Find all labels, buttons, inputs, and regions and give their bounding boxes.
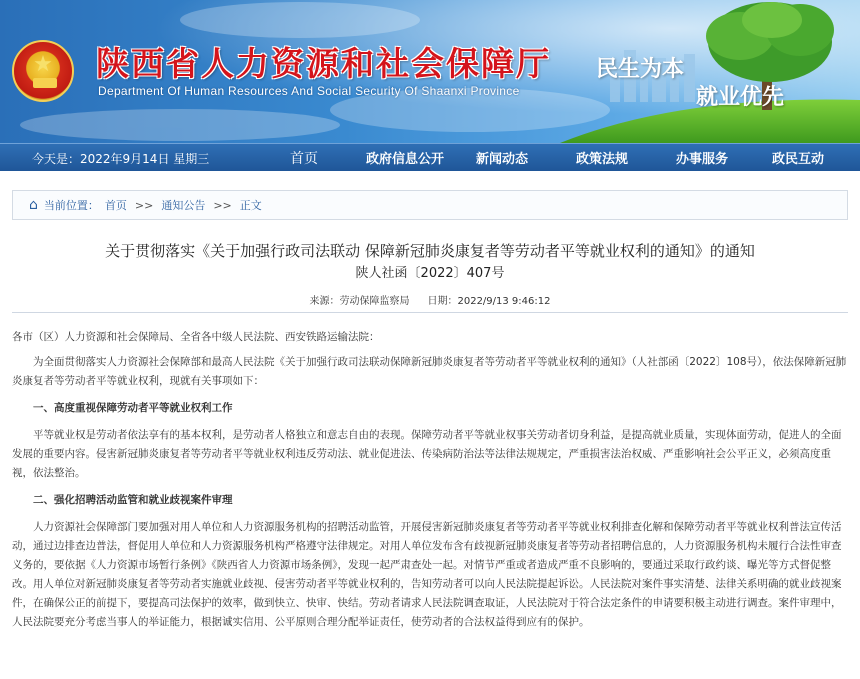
article-date: 日期：2022/9/13 9:46:12 bbox=[427, 296, 551, 307]
breadcrumb-notices[interactable]: 通知公告 bbox=[161, 199, 206, 212]
article-source: 来源：劳动保障监察局 bbox=[309, 296, 410, 307]
section2-heading: 二、强化招聘活动监管和就业歧视案件审理 bbox=[33, 494, 233, 506]
divider bbox=[12, 312, 848, 313]
site-title: 陕西省人力资源和社会保障厅 bbox=[96, 44, 551, 83]
slogan-line1: 民生为本 bbox=[596, 57, 685, 82]
intro-paragraph: 为全面贯彻落实人力资源社会保障部和最高人民法院《关于加强行政司法联动保障新冠肺炎康复者等劳动者平等就业权利的通知》（人社部函〔2022〕108号），依法保障新冠肺炎康复者等劳动者平等就业权利，现就有关事项如下： bbox=[12, 356, 847, 387]
breadcrumb-home[interactable]: 首页 bbox=[104, 199, 127, 212]
nav-services[interactable]: 办事服务 bbox=[676, 152, 729, 167]
nav-policy[interactable]: 政策法规 bbox=[576, 152, 629, 167]
main-nav bbox=[0, 143, 860, 171]
section2-paragraph: 人力资源社会保障部门要加强对用人单位和人力资源服务机构的招聘活动监管，开展侵害新冠肺炎康复者等劳动者平等就业权利排查化解和保障劳动者平等就业权利普法宣传活动，通过边排查边普法，督促用人单位和人力资源服务机构严格遵守法律规定。对用人单位发布含有歧视新冠肺炎康复者等劳动者招聘信息的，人力资源服务机构未履行合法性审查义务的，要依据《人力资源市场暂行条例》《陕西省人力资源市场条例》，发现一起严肃查处一起。对情节严重或者造成严重不良影响的，要通过采取行政约谈、曝光等方式督促整改。用人单位对新冠肺炎康复者等劳动者实施就业歧视、侵害劳动者平等就业权利的，告知劳动者可以向人民法院提起诉讼。人民法院对案件事实清楚、法律关系明确的就业歧视案件，在确保公正的前提下，要提高司法保护的效率，做到快立、快审、快结。劳动者请求人民法院调查取证，人民法院对于符合法定条件的申请要积极主动进行调查。案件审理中，人民法院要充分考虑当事人的举证能力，根据诚实信用、公平原则合理分配举证责任，使劳动者的合法权益得到应有的保护。 bbox=[12, 521, 842, 628]
section1-paragraph: 平等就业权是劳动者依法享有的基本权利，是劳动者人格独立和意志自由的表现。保障劳动者平等就业权事关劳动者切身利益，是提高就业质量，实现体面劳动，促进人的全面发展的重要内容。侵害新冠肺炎康复者等劳动者平等就业权利违反劳动法、就业促进法、传染病防治法等法律法规规定，严重损害法治权威、严重影响社会公平正义，必须高度重视，依法整治。 bbox=[12, 429, 842, 479]
article-meta bbox=[0, 292, 860, 307]
nav-gov-info[interactable]: 政府信息公开 bbox=[366, 152, 445, 167]
nav-home[interactable]: 首页 bbox=[290, 151, 318, 167]
site-subtitle: Department Of Human Resources And Social Security Of Shaanxi Province bbox=[98, 84, 520, 98]
breadcrumb-current: 正文 bbox=[239, 199, 262, 212]
salutation: 各市（区）人力资源和社会保障局、全省各中级人民法院、西安铁路运输法院： bbox=[12, 331, 380, 343]
nav-news[interactable]: 新闻动态 bbox=[476, 152, 529, 167]
breadcrumb-separator: >> bbox=[213, 198, 232, 212]
current-date: 今天是：2022年9月14日 星期三 bbox=[32, 152, 210, 166]
national-emblem-icon: ★ bbox=[12, 40, 74, 102]
home-icon: ⌂ bbox=[29, 197, 38, 213]
article-body bbox=[12, 328, 848, 638]
article-title: 关于贯彻落实《关于加强行政司法联动 保障新冠肺炎康复者等劳动者平等就业权利的通知》的通知 bbox=[105, 242, 755, 260]
breadcrumb bbox=[12, 190, 848, 220]
header-banner bbox=[0, 0, 860, 143]
slogan-line2: 就业优先 bbox=[696, 85, 785, 110]
breadcrumb-separator: >> bbox=[134, 198, 154, 212]
document-number: 陕人社函〔2022〕407号 bbox=[355, 266, 505, 281]
breadcrumb-prefix: 当前位置： bbox=[43, 199, 99, 212]
nav-interaction[interactable]: 政民互动 bbox=[772, 152, 825, 167]
section1-heading: 一、高度重视保障劳动者平等就业权利工作 bbox=[33, 402, 233, 414]
